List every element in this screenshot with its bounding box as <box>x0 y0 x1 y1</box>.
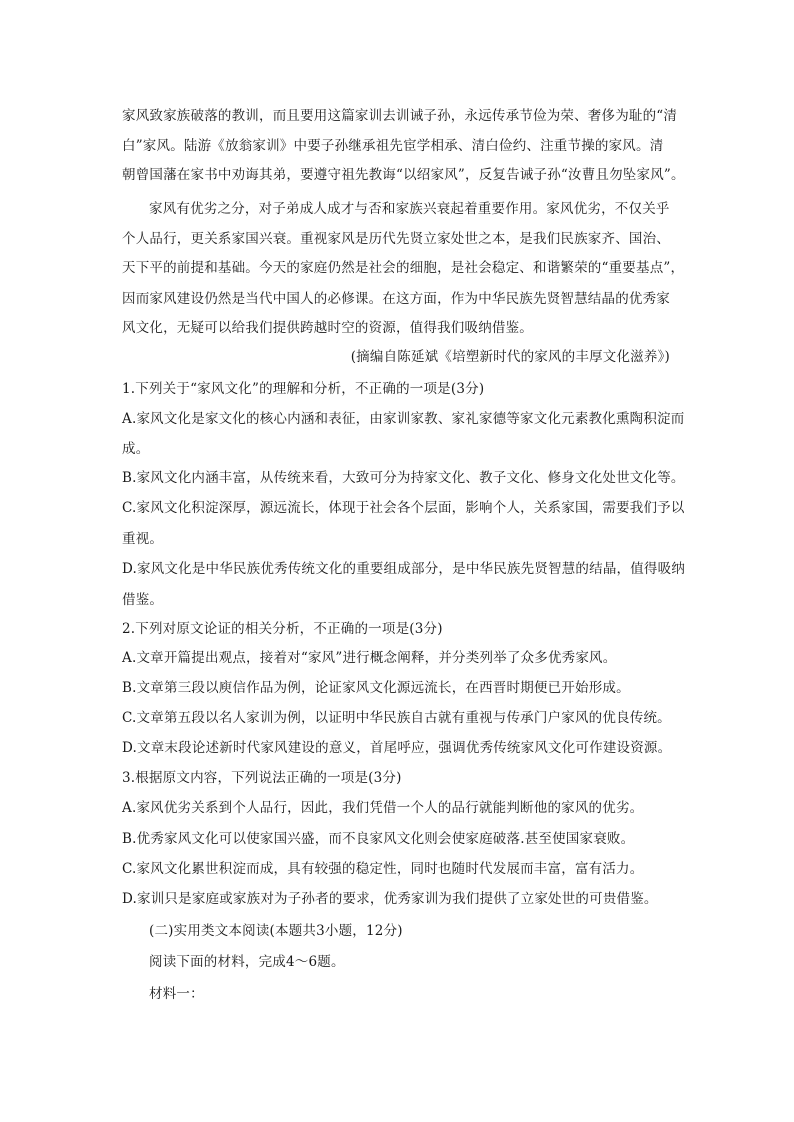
continuation-line-3: 朝曾国藩在家书中劝诲其弟，要遵守祖先教诲“以绍家风”，反复告诫子孙“汝曹且勿坠家风”。 <box>122 167 685 183</box>
question-1-option-c-line-2: 重视。 <box>122 531 164 547</box>
question-1-option-a-line-1: A.家风文化是家文化的核心内涵和表征，由家训家教、家礼家德等家文化元素教化熏陶积淀而 <box>122 411 685 427</box>
question-3-option-d: D.家训只是家庭或家族对为子孙者的要求，优秀家训为我们提供了立家处世的可贵借鉴。 <box>122 891 658 907</box>
question-3-option-a: A.家风优劣关系到个人品行，因此，我们凭借一个人的品行就能判断他的家风的优劣。 <box>122 800 644 816</box>
question-2-option-c: C.文章第五段以名人家训为例，以证明中华民族自古就有重视与传承门户家风的优良传统。 <box>122 710 671 726</box>
question-1-stem: 1.下列关于“家风文化”的理解和分析，不正确的一项是(3分) <box>122 381 485 397</box>
question-1-option-c-line-1: C.家风文化积淀深厚，源远流长，体现于社会各个层面，影响个人，关系家国，需要我们予以 <box>122 500 685 516</box>
question-1-option-b: B.家风文化内涵丰富，从传统来看，大致可分为持家文化、教子文化、修身文化处世文化等。 <box>122 470 685 486</box>
final-paragraph-line-3: 天下平的前提和基础。今天的家庭仍然是社会的细胞，是社会稳定、和谐繁荣的“重要基点”， <box>122 260 685 276</box>
final-paragraph-line-5: 风文化，无疑可以给我们提供跨越时空的资源，值得我们吸纳借鉴。 <box>122 320 533 336</box>
question-1-option-a-line-2: 成。 <box>122 441 150 457</box>
section-heading: (二)实用类文本阅读(本题共3小题，12分) <box>149 923 403 939</box>
question-2-stem: 2.下列对原文论证的相关分析，不正确的一项是(3分) <box>122 621 443 637</box>
reading-instruction: 阅读下面的材料，完成4～6题。 <box>149 954 345 970</box>
question-2-option-b: B.文章第三段以庾信作品为例，论证家风文化源远流长，在西晋时期便已开始形成。 <box>122 680 630 696</box>
final-paragraph-line-2: 个人品行，更关系家国兴衰。重视家风是历代先贤立家处世之本，是我们民族家齐、国治、 <box>122 231 670 247</box>
question-3-option-b: B.优秀家风文化可以使家国兴盛，而不良家风文化则会使家庭破落.甚至使国家衰败。 <box>122 831 635 847</box>
final-paragraph-line-4: 因而家风建设仍然是当代中国人的必修课。在这方面，作为中华民族先贤智慧结晶的优秀家 <box>122 291 670 307</box>
question-1-option-d-line-2: 借鉴。 <box>122 592 164 608</box>
source-citation: (摘编自陈延斌《培塑新时代的家风的丰厚文化滋养》) <box>350 349 670 365</box>
continuation-line-2: 白”家风。陆游《放翁家训》中要子孙继承祖先宦学相承、清白俭约、注重节操的家风。清 <box>122 138 664 154</box>
material-label: 材料一： <box>149 986 204 1002</box>
question-2-option-d: D.文章末段论述新时代家风建设的意义，首尾呼应，强调优秀传统家风文化可作建设资源。 <box>122 740 672 756</box>
final-paragraph-line-1: 家风有优劣之分，对子弟成人成才与否和家族兴衰起着重要作用。家风优劣，不仅关乎 <box>149 201 670 217</box>
question-2-option-a: A.文章开篇提出观点，接着对“家风”进行概念阐释，并分类列举了众多优秀家风。 <box>122 650 617 666</box>
question-1-option-d-line-1: D.家风文化是中华民族优秀传统文化的重要组成部分，是中华民族先贤智慧的结晶，值得吸纳 <box>122 561 686 577</box>
question-3-stem: 3.根据原文内容，下列说法正确的一项是(3分) <box>122 770 402 786</box>
question-3-option-c: C.家风文化累世积淀而成，具有较强的稳定性，同时也随时代发展而丰富，富有活力。 <box>122 861 644 877</box>
continuation-line-1: 家风致家族破落的教训，而且要用这篇家训去训诫子孙，永远传承节俭为荣、奢侈为耻的“清 <box>122 108 678 124</box>
